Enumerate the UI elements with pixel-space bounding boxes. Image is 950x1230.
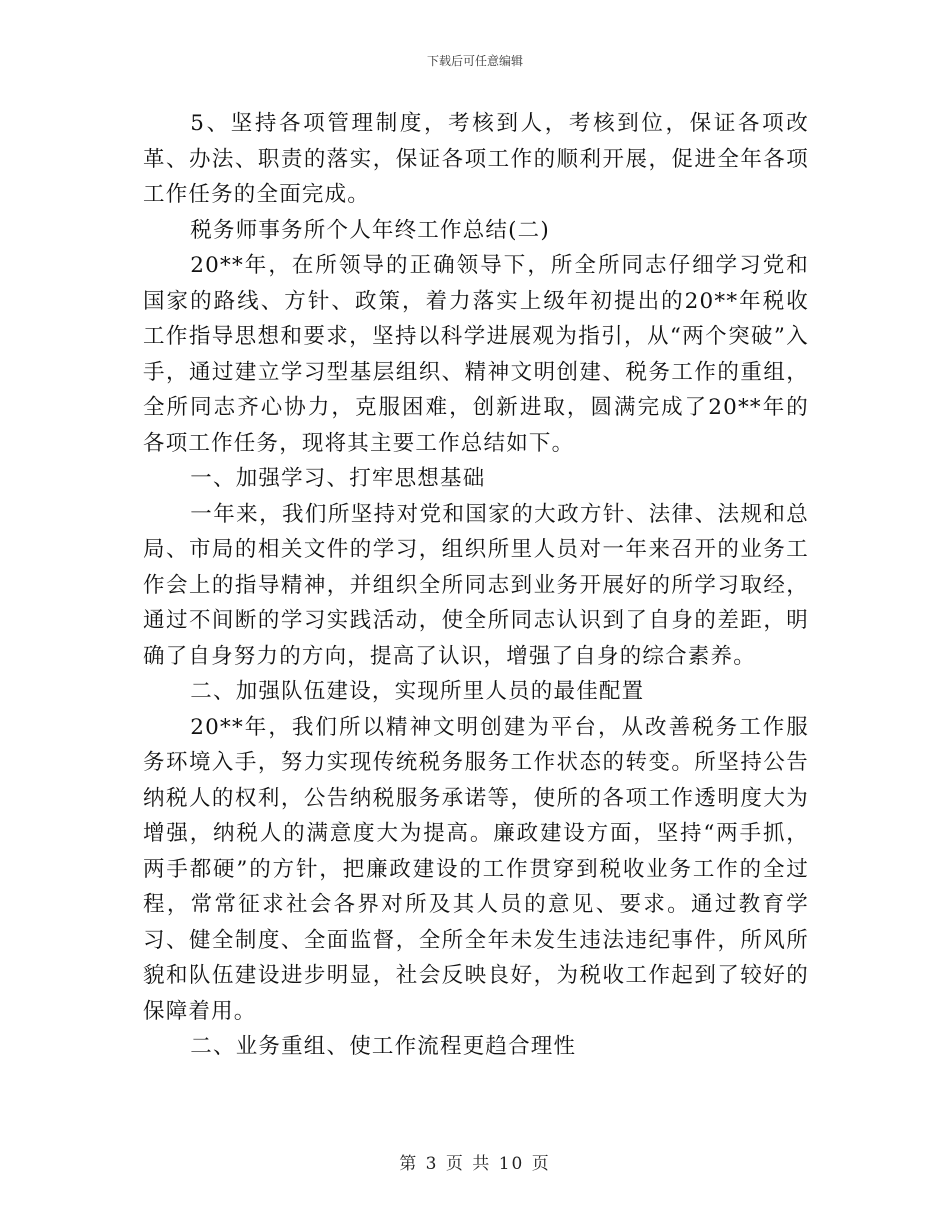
team-paragraph: 20**年，我们所以精神文明创建为平台，从改善税务工作服务环境入手，努力实现传统税务服务工作状态的转变。所坚持公告纳税人的权利，公告纳税服务承诺等，使所的各项工作透明度大为增强，纳税人的满意度大为提高。廉政建设方面，坚持“两手抓，两手都硬”的方针，把廉政建设的工作贯穿到税收业务工作的全过程，常常征求社会各界对所及其人员的意见、要求。通过教育学习、健全制度、全面监督，全所全年未发生违法违纪事件，所风所貌和队伍建设进步明显，社会反映良好，为税收工作起到了较好的保障着用。: [143, 714, 809, 1024]
paragraph-item-5-conclusion: 5、坚持各项管理制度，考核到人，考核到位，保证各项改革、办法、职责的落实，保证各项工作的顺利开展，促进全年各项工作任务的全面完成。: [143, 111, 809, 207]
section-heading-study: 一、加强学习、打牢思想基础: [190, 466, 486, 491]
section-heading-team: 二、加强队伍建设，实现所里人员的最佳配置: [190, 679, 645, 704]
page-header-note: 下载后可任意编辑: [426, 54, 523, 68]
intro-paragraph: 20**年，在所领导的正确领导下，所全所同志仔细学习党和国家的路线、方针、政策，着力落实上级年初提出的20**年税收工作指导思想和要求，坚持以科学进展观为指引，从“两个突破”入手，通过建立学习型基层组织、精神文明创建、税务工作的重组，全所同志齐心协力，克服困难，创新进取，圆满完成了20**年的各项工作任务，现将其主要工作总结如下。: [143, 253, 809, 456]
study-paragraph: 一年来，我们所坚持对党和国家的大政方针、法律、法规和总局、市局的相关文件的学习，组织所里人员对一年来召开的业务工作会上的指导精神，并组织全所同志到业务开展好的所学习取经，通过不间断的学习实践活动，使全所同志认识到了自身的差距，明确了自身努力的方向，提高了认识，增强了自身的综合素养。: [143, 501, 809, 669]
section-heading-business: 二、业务重组、使工作流程更趋合理性: [190, 1034, 577, 1059]
section-title: 税务师事务所个人年终工作总结(二): [190, 217, 550, 243]
page-number-footer: 第 3 页 共 10 页: [399, 1154, 551, 1174]
document-body: [143, 106, 809, 1065]
